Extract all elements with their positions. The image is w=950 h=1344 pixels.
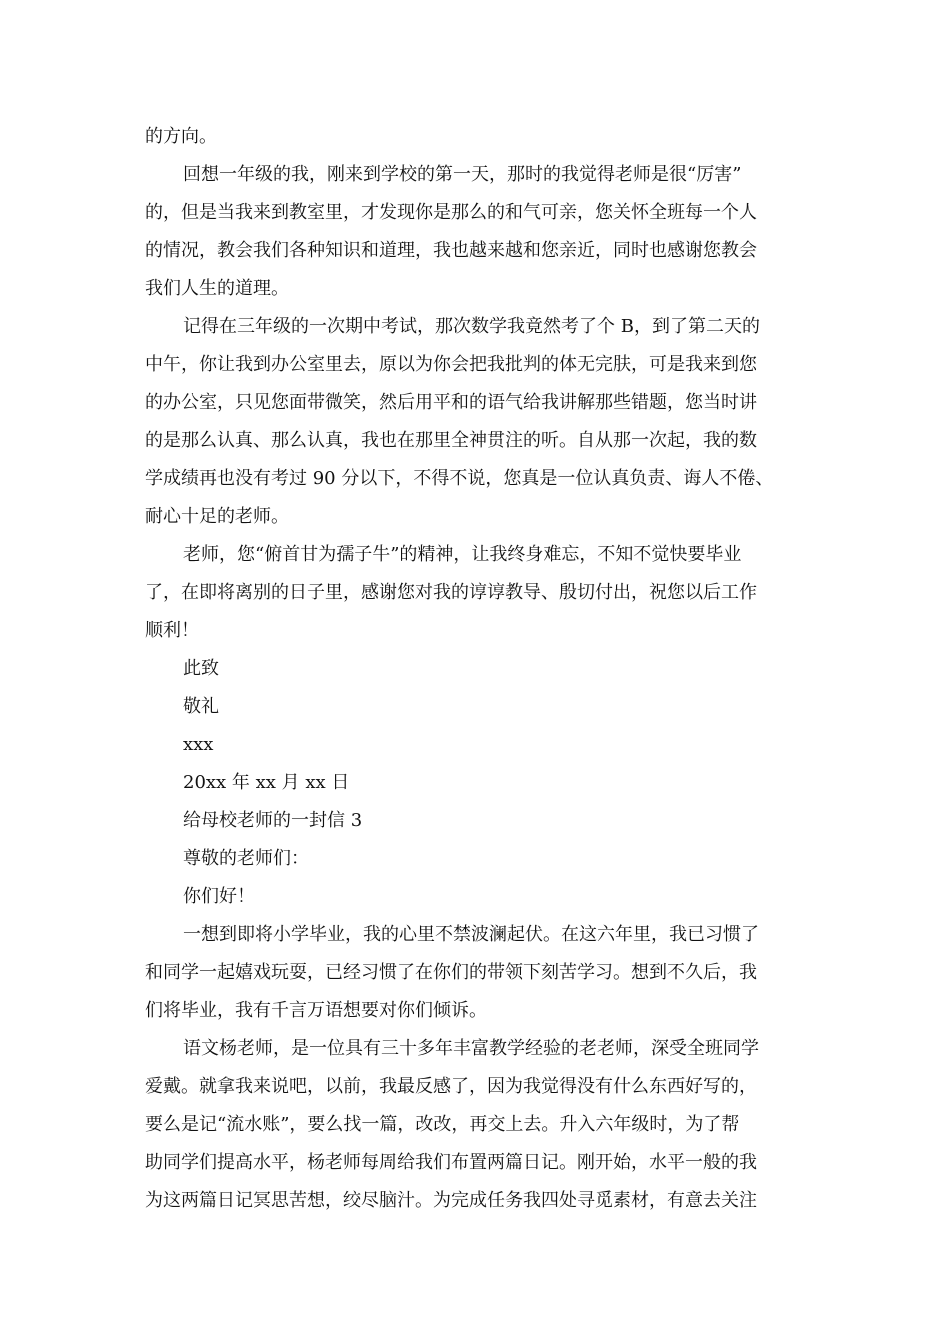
- text-line: 了，在即将离别的日子里，感谢您对我的谆谆教导、殷切付出，祝您以后工作: [145, 582, 757, 603]
- greeting-hello: [145, 878, 807, 916]
- text-line: 学成绩再也没有考过 90 分以下，不得不说，您真是一位认真负责、诲人不倦、: [145, 468, 774, 489]
- text-line: 的情况，教会我们各种知识和道理，我也越来越和您亲近，同时也感谢您教会: [145, 240, 757, 261]
- text-line: 要么是记“流水账”，要么找一篇，改改，再交上去。升入六年级时，为了帮: [145, 1114, 740, 1135]
- text-line: 我们人生的道理。: [145, 278, 289, 299]
- paragraph-graduation-feelings: [145, 916, 807, 1030]
- text-line: 的，但是当我来到教室里，才发现你是那么的和气可亲，您关怀全班每一个人: [145, 202, 757, 223]
- paragraph-gratitude: [145, 536, 807, 650]
- text-line: 爱戴。就拿我来说吧，以前，我最反感了，因为我觉得没有什么东西好写的，: [145, 1076, 757, 1097]
- text-line: 此致: [183, 658, 219, 679]
- text-line: 们将毕业，我有千言万语想要对你们倾诉。: [145, 1000, 487, 1021]
- text-line: 顺利！: [145, 620, 199, 641]
- text-line: 为这两篇日记冥思苦想，绞尽脑汁。为完成任务我四处寻觅素材，有意去关注: [145, 1190, 757, 1211]
- text-line: 一想到即将小学毕业，我的心里不禁波澜起伏。在这六年里，我已习惯了: [183, 924, 759, 945]
- text-line: 的是那么认真、那么认真，我也在那里全神贯注的听。自从那一次起，我的数: [145, 430, 757, 451]
- paragraph-continuation: [145, 118, 807, 156]
- text-line: 你们好！: [183, 886, 255, 907]
- text-line: 耐心十足的老师。: [145, 506, 289, 527]
- letter-title: [145, 802, 807, 840]
- greeting-recipient: [145, 840, 807, 878]
- text-line: 语文杨老师，是一位具有三十多年丰富教学经验的老老师，深受全班同学: [183, 1038, 759, 1059]
- text-line: xxx: [183, 734, 214, 755]
- text-line: 尊敬的老师们：: [183, 848, 309, 869]
- closing-respect: [145, 688, 807, 726]
- text-line: 回想一年级的我，刚来到学校的第一天，那时的我觉得老师是很“厉害”: [183, 164, 742, 185]
- text-line: 中午，你让我到办公室里去，原以为你会把我批判的体无完肤，可是我来到您: [145, 354, 757, 375]
- date: [145, 764, 807, 802]
- text-line: 20xx 年 xx 月 xx 日: [183, 772, 350, 793]
- text-line: 敬礼: [183, 696, 219, 717]
- signature: [145, 726, 807, 764]
- paragraph-teacher-yang: [145, 1030, 807, 1220]
- text-line: 和同学一起嬉戏玩耍，已经习惯了在你们的带领下刻苦学习。想到不久后，我: [145, 962, 757, 983]
- text-line: 助同学们提高水平，杨老师每周给我们布置两篇日记。刚开始，水平一般的我: [145, 1152, 757, 1173]
- text-line: 老师，您“俯首甘为孺子牛”的精神，让我终身难忘，不知不觉快要毕业: [183, 544, 742, 565]
- text-line: 记得在三年级的一次期中考试，那次数学我竟然考了个 B，到了第二天的: [183, 316, 760, 337]
- paragraph-exam-memory: [145, 308, 807, 536]
- paragraph-first-grade-memory: [145, 156, 807, 308]
- closing-salutation: [145, 650, 807, 688]
- text-line: 的方向。: [145, 126, 217, 147]
- text-line: 的办公室，只见您面带微笑，然后用平和的语气给我讲解那些错题，您当时讲: [145, 392, 757, 413]
- text-line: 给母校老师的一封信 3: [183, 810, 363, 831]
- document-page: [145, 118, 807, 1220]
